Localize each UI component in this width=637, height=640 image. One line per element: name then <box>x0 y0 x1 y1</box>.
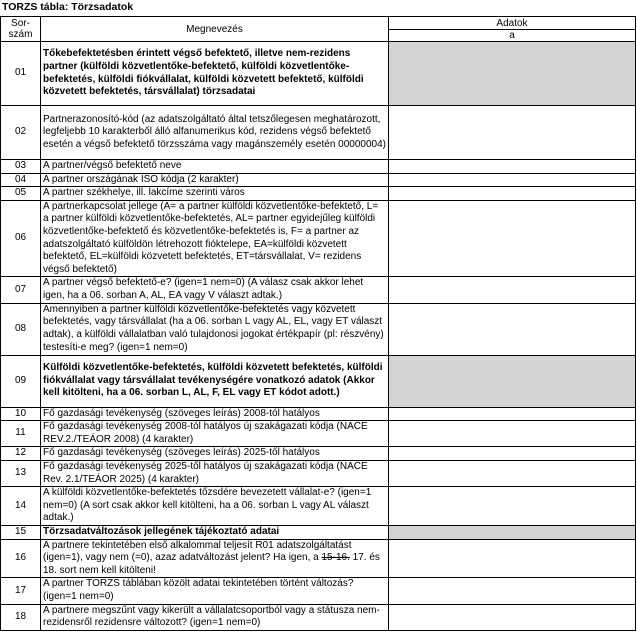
table-row <box>1 173 636 187</box>
row-description: Fő gazdasági tevékenység 2008-tól hatályos új szakágazati kódja (NACE REV.2./TEÁOR 2008) (4 karakter) <box>41 421 389 447</box>
row-number: 15 <box>1 526 41 540</box>
row-description: Törzsadatváltozások jellegének tájékoztató adatai <box>41 526 389 540</box>
row-description: A partner/végső befektető neve <box>41 160 389 174</box>
data-cell-input[interactable] <box>389 303 636 355</box>
row-number: 12 <box>1 447 41 461</box>
table-row <box>1 487 636 526</box>
table-row <box>1 604 636 630</box>
data-cell-input[interactable] <box>389 539 636 578</box>
row-number: 01 <box>1 42 41 106</box>
table-row <box>1 42 636 106</box>
table-row <box>1 421 636 447</box>
row-number: 11 <box>1 421 41 447</box>
row-number: 16 <box>1 539 41 578</box>
row-number: 18 <box>1 604 41 630</box>
table-row <box>1 303 636 355</box>
row-description: Fő gazdasági tevékenység (szöveges leírás) 2025-től hatályos <box>41 447 389 461</box>
torzs-table <box>0 16 636 631</box>
row-number: 06 <box>1 200 41 277</box>
data-cell-input[interactable] <box>389 447 636 461</box>
data-cell-input[interactable] <box>389 277 636 303</box>
table-row <box>1 355 636 407</box>
row-number: 05 <box>1 187 41 201</box>
row-description-part: A partnere tekintetében első alkalommal teljesít R01 adatszolgáltatást (igen=1), vagy nem (=0), azaz adatváltozást jelent? Ha igen, a <box>43 539 352 564</box>
table-row <box>1 447 636 461</box>
row-number: 04 <box>1 173 41 187</box>
header-name: Megnevezés <box>41 17 389 42</box>
data-cell-disabled <box>389 42 636 106</box>
table-row <box>1 187 636 201</box>
row-number: 13 <box>1 460 41 486</box>
row-description: A partner TORZS táblában közölt adatai tekintetében történt változás? (igen=1 nem=0) <box>41 578 389 604</box>
row-description: Külföldi közvetlentőke-befektetés, külföldi közvetett befektetés, külföldi fiókvállalat vagy társvállalat tevékenységére vonatkozó adatok (Akkor kell kitölteni, ha a 06. sorban L, AL, F, EL vagy ET kódot adott.) <box>41 355 389 407</box>
row-description: Fő gazdasági tevékenység (szöveges leírás) 2008-tól hatályos <box>41 407 389 421</box>
struck-text: 15-16. <box>321 552 350 564</box>
row-description: A partnere megszűnt vagy kikerült a vállalatcsoportból vagy a státusza nem-rezidensről rezidensre változott? (igen=1 nem=0) <box>41 604 389 630</box>
row-number: 17 <box>1 578 41 604</box>
row-number: 03 <box>1 160 41 174</box>
data-cell-input[interactable] <box>389 106 636 160</box>
row-number: 08 <box>1 303 41 355</box>
row-description: Amennyiben a partner külföldi közvetlentőke-befektetés vagy közvetett befektetés, vagy társvállalat (ha a 06. sorban L vagy AL, EL, vagy ET választ adtak), a külföldi vállalatban való tulajdonosi jogokat értékpapír (pl: részvény) testesíti-e meg? (igen=1 nem=0) <box>41 303 389 355</box>
data-cell-input[interactable] <box>389 160 636 174</box>
row-description: A partner országának ISO kódja (2 karakter) <box>41 173 389 187</box>
row-number: 14 <box>1 487 41 526</box>
table-row <box>1 539 636 578</box>
data-cell-input[interactable] <box>389 604 636 630</box>
row-number: 10 <box>1 407 41 421</box>
data-cell-disabled <box>389 526 636 540</box>
data-cell-input[interactable] <box>389 187 636 201</box>
table-row <box>1 578 636 604</box>
row-number: 02 <box>1 106 41 160</box>
row-description: Tőkebefektetésben érintett végső befektető, illetve nem-rezidens partner (külföldi közvetlentőke-befektető, külföldi közvetlentőke-befektetés, külföldi fiókvállalat, külföldi közvetett befektető, külföldi közvetett befektetés, társvállalat) törzsadatai <box>41 42 389 106</box>
row-number: 09 <box>1 355 41 407</box>
table-row <box>1 160 636 174</box>
data-cell-input[interactable] <box>389 578 636 604</box>
data-cell-input[interactable] <box>389 173 636 187</box>
table-row <box>1 460 636 486</box>
row-description: A külföldi közvetlentőke-befektetés tőzsdére bevezetett vállalat-e? (igen=1 nem=0) (A sort csak akkor kell kitölteni, ha a 06. sorban L vagy AL választ adtak.) <box>41 487 389 526</box>
table-row <box>1 407 636 421</box>
data-cell-input[interactable] <box>389 200 636 277</box>
row-description-part: 17. és 18. sort nem kell kitölteni! <box>43 552 380 576</box>
table-row <box>1 106 636 160</box>
row-description: A partnerkapcsolat jellege (A= a partner külföldi közvetlentőke-befektető, L= a partner külföldi közvetlentőke-befektetés, AL= partner egyidejűleg külföldi közvetlentőke-befektető és közvetlentőke-befektetés is, F= a partner az adatszolgáltató külföldön létrehozott fióktelepe, EA=külföldi közvetett befektető, EL=külföldi közvetett befektetés, ET=társvállalat, V= rezidens végső befektető) <box>41 200 389 277</box>
table-row <box>1 200 636 277</box>
row-description: Partnerazonosító-kód (az adatszolgáltató által tetszőlegesen meghatározott, legfeljebb 10 karakterből álló alfanumerikus kód, rezidens végső befektető esetén a végső befektető törzsszáma vagy magánszemély esetén 00000004) <box>41 106 389 160</box>
data-cell-input[interactable] <box>389 460 636 486</box>
row-description: Fő gazdasági tevékenység 2025-től hatályos új szakágazati kódja (NACE Rev. 2.1/TEÁOR 2025) (4 karakter) <box>41 460 389 486</box>
header-row-number: Sor- szám <box>1 17 41 42</box>
data-cell-disabled <box>389 355 636 407</box>
table-title: TORZS tábla: Törzsadatok <box>2 1 134 13</box>
data-cell-input[interactable] <box>389 421 636 447</box>
data-cell-input[interactable] <box>389 487 636 526</box>
row-description: A partner székhelye, ill. lakcíme szerinti város <box>41 187 389 201</box>
header-data-column-a: a <box>389 30 636 42</box>
table-row <box>1 526 636 540</box>
row-description: A partner végső befektető-e? (igen=1 nem=0) (A válasz csak akkor lehet igen, ha a 06. sorban A, AL, EA vagy V választ adtak.) <box>41 277 389 303</box>
table-row <box>1 277 636 303</box>
header-data: Adatok <box>389 17 636 30</box>
row-number: 07 <box>1 277 41 303</box>
data-cell-input[interactable] <box>389 407 636 421</box>
row-description <box>41 539 389 578</box>
